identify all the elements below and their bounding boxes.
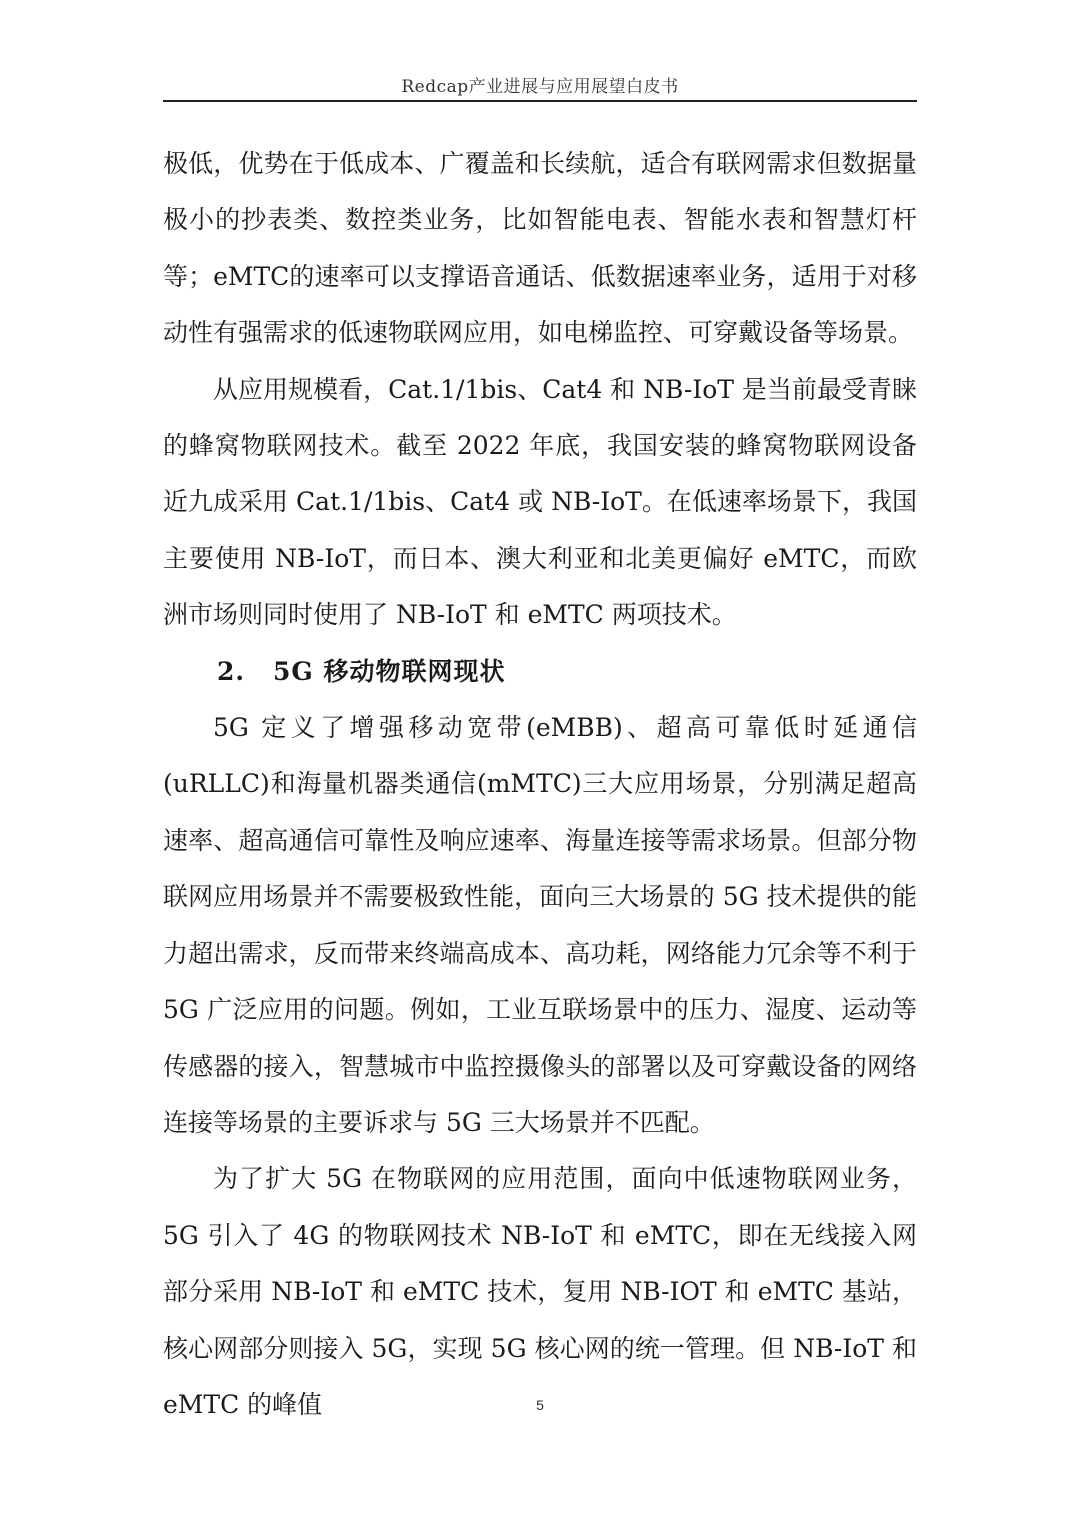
paragraph-5g-scenarios: 5G 定义了增强移动宽带(eMBB)、超高可靠低时延通信(uRLLC)和海量机器类通信(mMTC)三大应用场景，分别满足超高速率、超高通信可靠性及响应速率、海量连接等需求场景。但部分物联网应用场景并不需要极致性能，面向三大场景的 5G 技术提供的能力超出需求，反而带来终端高成本、高功耗，网络能力冗余等不利于 5G 广泛应用的问题。例如，工业互联场景中的压力、湿度、运动等传感器的接入，智慧城市中监控摄像头的部署以及可穿戴设备的网络连接等场景的主要诉求与 5G 三大场景并不匹配。 (163, 713, 917, 1137)
page-number: 5 (536, 1397, 544, 1413)
section-heading (163, 644, 917, 700)
document-body (163, 136, 917, 1433)
section-title: 5G 移动物联网现状 (273, 656, 506, 686)
paragraph-continuation: 极低，优势在于低成本、广覆盖和长续航，适合有联网需求但数据量极小的抄表类、数控类业务，比如智能电表、智能水表和智慧灯杆等；eMTC的速率可以支撑语音通话、低数据速率业务，适用于对移动性有强需求的低速物联网应用，如电梯监控、可穿戴设备等场景。 (163, 149, 917, 348)
page-header-title: Redcap产业进展与应用展望白皮书 (401, 77, 679, 97)
paragraph-5g-iot-scope: 为了扩大 5G 在物联网的应用范围，面向中低速物联网业务，5G 引入了 4G 的物联网技术 NB-IoT 和 eMTC，即在无线接入网部分采用 NB-IoT 和 eMTC 技术，复用 NB-IOT 和 eMTC 基站，核心网部分则接入 5G，实现 5G 核心网的统一管理。但 NB-IoT 和 eMTC 的峰值 (163, 1164, 917, 1419)
section-number: 2. (217, 656, 246, 686)
paragraph-application-scale: 从应用规模看，Cat.1/1bis、Cat4 和 NB-IoT 是当前最受青睐的蜂窝物联网技术。截至 2022 年底，我国安装的蜂窝物联网设备近九成采用 Cat.1/1bis、Cat4 或 NB-IoT。在低速率场景下，我国主要使用 NB-IoT，而日本、澳大利亚和北美更偏好 eMTC，而欧洲市场则同时使用了 NB-IoT 和 eMTC 两项技术。 (163, 374, 917, 630)
header-divider (163, 100, 917, 102)
